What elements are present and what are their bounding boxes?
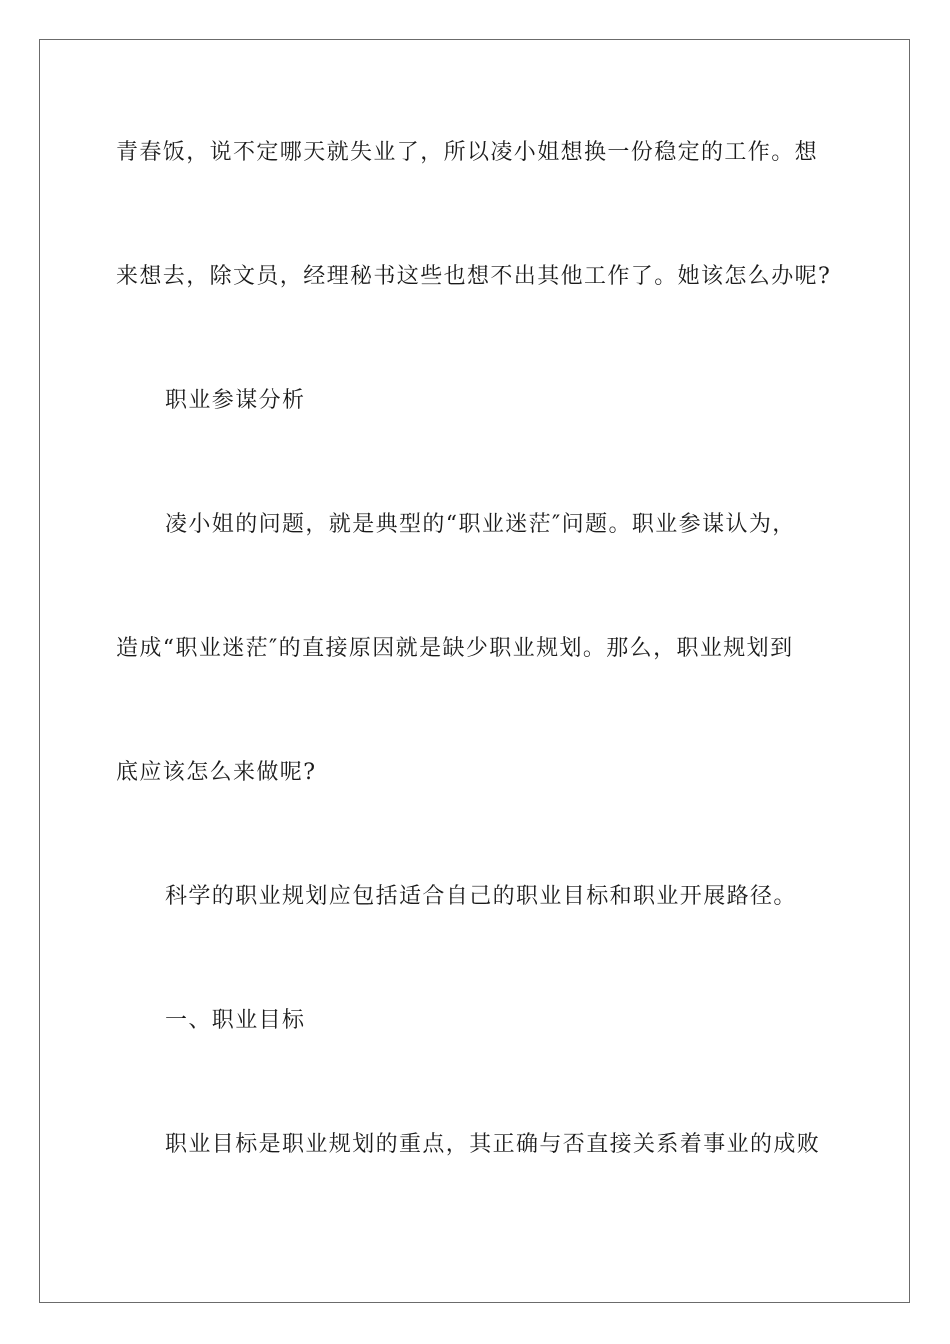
page-border	[39, 39, 910, 1303]
body-text-line: 青春饭，说不定哪天就失业了，所以凌小姐想换一份稳定的工作。想	[116, 140, 819, 165]
paragraph-start-line: 凌小姐的问题，就是典型的“职业迷茫″问题。职业参谋认为，	[165, 512, 796, 537]
section-heading: 职业参谋分析	[165, 388, 306, 413]
paragraph-start-line: 职业目标是职业规划的重点，其正确与否直接关系着事业的成败	[165, 1132, 821, 1157]
subsection-heading: 一、职业目标	[165, 1008, 306, 1033]
paragraph-start-line: 科学的职业规划应包括适合自己的职业目标和职业开展路径。	[165, 884, 797, 909]
body-text-line: 造成“职业迷茫″的直接原因就是缺少职业规划。那么，职业规划到	[116, 636, 794, 661]
body-text-line: 来想去，除文员，经理秘书这些也想不出其他工作了。她该怎么办呢?	[116, 264, 832, 289]
body-text-line: 底应该怎么来做呢?	[116, 760, 317, 785]
